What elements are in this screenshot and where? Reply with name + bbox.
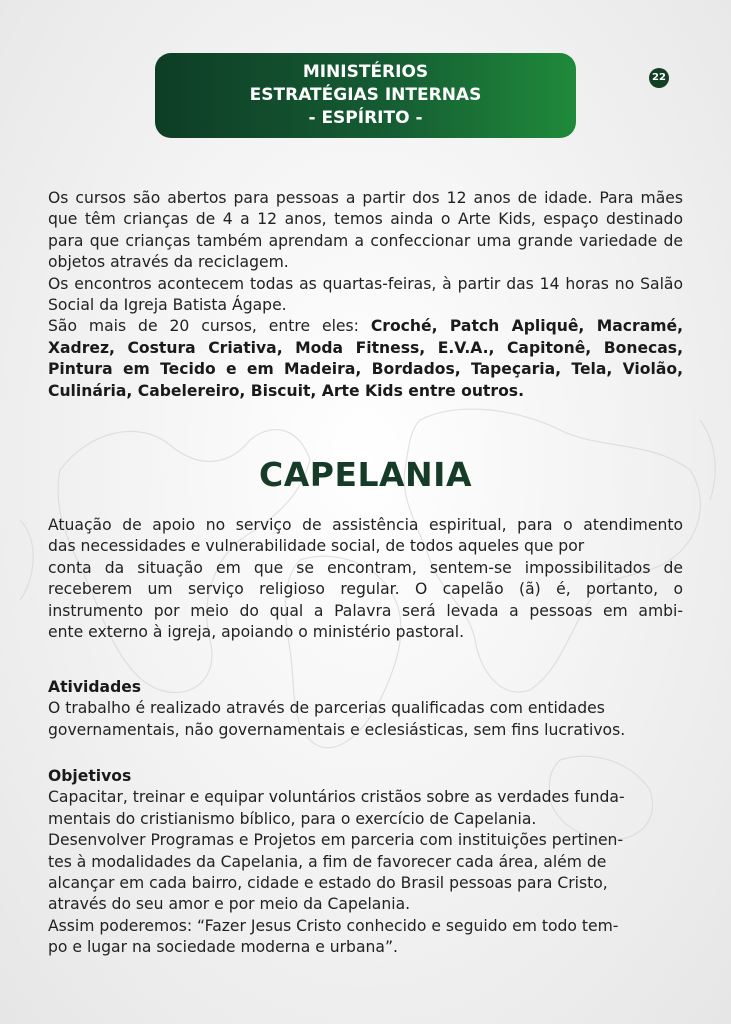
capelania-line: instrumento por meio do qual a Palavra será levada a pessoas em ambi- xyxy=(48,601,683,620)
objetivos-line: através do seu amor e por meio da Capelania. xyxy=(48,895,411,914)
header-line-1: MINISTÉRIOS xyxy=(302,62,429,82)
objetivos-line: alcançar em cada bairro, cidade e estado do Brasil pessoas para Cristo, xyxy=(48,874,608,893)
capelania-description xyxy=(48,515,683,643)
capelania-line: conta da situação em que se encontram, sentem-se impossibilitados de xyxy=(48,558,683,577)
capelania-title: CAPELANIA xyxy=(259,455,472,494)
capelania-line: receberem um serviço religioso regular. O capelão (ã) é, portanto, o xyxy=(48,580,683,599)
objetivos-line: Capacitar, treinar e equipar voluntários cristãos sobre as verdades funda- xyxy=(48,788,625,807)
intro-block xyxy=(48,188,683,402)
intro-paragraph-1: Os cursos são abertos para pessoas a partir dos 12 anos de idade. Para mães que têm crianças de 4 a 12 anos, temos ainda o Arte Kids, espaço destinado para que crianças também aprendam a confeccionar uma grande variedade de objetos através da reciclagem. xyxy=(48,189,683,272)
capelania-line: Atuação de apoio no serviço de assistência espiritual, para o atendimento xyxy=(48,516,683,534)
capelania-line: ente externo à igreja, apoiando o ministério pastoral. xyxy=(48,623,465,642)
courses-list: Croché, Patch Apliquê, Macramé, Xadrez, Costura Criativa, Moda Fitness, E.V.A., Capitonê, Bonecas, Pintura em Tecido e em Madeira, Bordados, Tapeçaria, Tela, Violão, Culinária, Cabelereiro, Biscuit, Arte Kids entre outros. xyxy=(48,317,683,400)
objetivos-section xyxy=(48,766,683,959)
objetivos-line: Desenvolver Programas e Projetos em parceria com instituições pertinen- xyxy=(48,831,624,850)
capelania-line: das necessidades e vulnerabilidade social, de todos aqueles que por xyxy=(48,537,585,556)
courses-intro: São mais de 20 cursos, entre eles: xyxy=(48,317,371,336)
intro-paragraph-2: Os encontros acontecem todas as quartas-feiras, à partir das 14 horas no Salão Social da Igreja Batista Ágape. xyxy=(48,274,683,315)
atividades-line: governamentais, não governamentais e eclesiásticas, sem fins lucrativos. xyxy=(48,720,626,739)
page-number-badge: 22 xyxy=(649,68,669,88)
header-line-3: - ESPÍRITO - xyxy=(308,108,423,128)
header-line-2: ESTRATÉGIAS INTERNAS xyxy=(249,85,482,105)
objetivos-line: Assim poderemos: “Fazer Jesus Cristo conhecido e seguido em todo tem- xyxy=(48,916,619,935)
intro-paragraph-3 xyxy=(48,316,683,402)
objetivos-line: mentais do cristianismo bíblico, para o exercício de Capelania. xyxy=(48,809,537,828)
section-header-banner xyxy=(155,53,576,138)
atividades-heading: Atividades xyxy=(48,678,142,696)
objetivos-line: tes à modalidades da Capelania, a fim de favorecer cada área, além de xyxy=(48,852,607,871)
objetivos-heading: Objetivos xyxy=(48,767,132,785)
objetivos-line: po e lugar na sociedade moderna e urbana”. xyxy=(48,938,398,957)
atividades-section xyxy=(48,677,683,741)
atividades-line: O trabalho é realizado através de parcerias qualificadas com entidades xyxy=(48,699,605,718)
